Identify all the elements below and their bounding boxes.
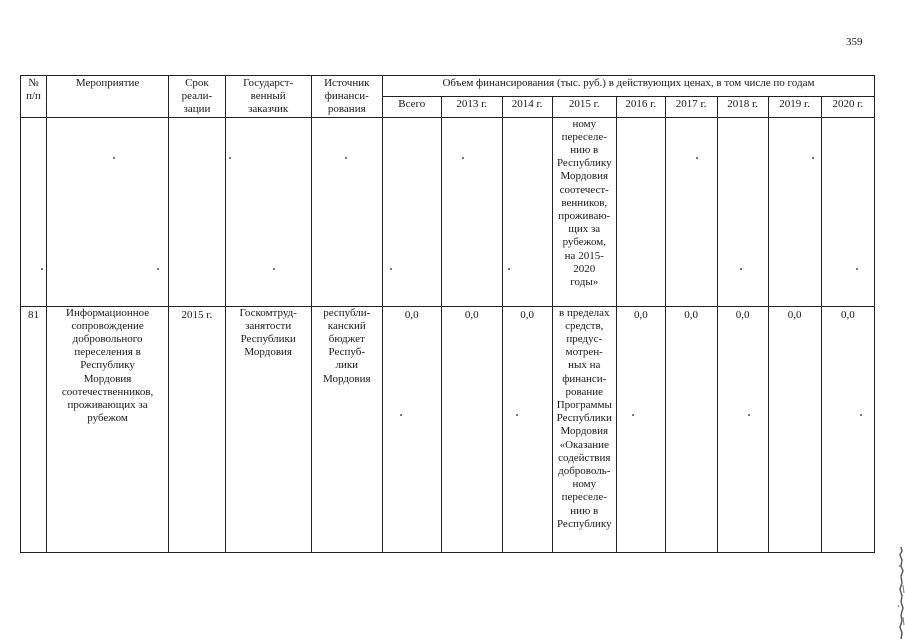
header-year-2020: 2020 г. (821, 96, 874, 117)
scan-speck (696, 157, 698, 159)
cell-year-2018: 0,0 (717, 306, 768, 552)
cell-customer: Госкомтруд- занятости Республики Мордовия (225, 306, 311, 552)
scan-speck (390, 268, 392, 270)
header-source: Источник финанси- рования (311, 76, 382, 118)
cell-num (21, 117, 47, 306)
scan-speck (41, 268, 43, 270)
scan-speck (462, 157, 464, 159)
cell-total: 0,0 (382, 306, 441, 552)
cell-event (47, 117, 169, 306)
page-number: 359 (846, 36, 863, 48)
scan-speck (812, 157, 814, 159)
scan-speck (229, 157, 231, 159)
header-year-2019: 2019 г. (768, 96, 821, 117)
header-customer: Государст- венный заказчик (225, 76, 311, 118)
cell-year-2015: в пределах средств, предус- мотрен- ных на финанси- рование Программы Республики Мордовия «Оказание содействия доброволь- ному переселе- нию в Республику (552, 306, 616, 552)
header-year-2016: 2016 г. (617, 96, 666, 117)
cell-event: Информационное сопровождение добровольного переселения в Республику Мордовия соотечественников, проживающих за рубежом (47, 306, 169, 552)
header-year-2017: 2017 г. (665, 96, 717, 117)
scan-speck (273, 268, 275, 270)
cell-year-2015: ному переселе- нию в Республику Мордовия соотечест- венников, проживаю- щих за рубежом, на 2015- 2020 годы» (552, 117, 616, 306)
scan-speck (157, 268, 159, 270)
header-event: Мероприятие (47, 76, 169, 118)
cell-year-2020: 0,0 (821, 306, 874, 552)
scan-speck (508, 268, 510, 270)
cell-num: 81 (21, 306, 47, 552)
cell-year-2014: 0,0 (502, 306, 552, 552)
cell-year-2020 (821, 117, 874, 306)
cell-source: республи- канский бюджет Респуб- лики Мордовия (311, 306, 382, 552)
cell-term (169, 117, 226, 306)
header-term: Срок реали- зации (169, 76, 226, 118)
cell-source (311, 117, 382, 306)
cell-year-2018 (717, 117, 768, 306)
header-num: № п/п (21, 76, 47, 118)
funding-table (20, 75, 875, 553)
header-year-2014: 2014 г. (502, 96, 552, 117)
scan-speck (400, 414, 402, 416)
scan-speck (516, 414, 518, 416)
scan-edge-noise (889, 545, 905, 640)
cell-year-2019: 0,0 (768, 306, 821, 552)
cell-year-2017 (665, 117, 717, 306)
scan-speck (113, 157, 115, 159)
table-row (21, 306, 875, 552)
cell-year-2013 (441, 117, 502, 306)
scan-speck (856, 268, 858, 270)
cell-year-2019 (768, 117, 821, 306)
scan-speck (860, 414, 862, 416)
cell-customer (225, 117, 311, 306)
header-funding-group: Объем финансирования (тыс. руб.) в действующих ценах, в том числе по годам (382, 76, 874, 97)
scan-speck (740, 268, 742, 270)
header-total: Всего (382, 96, 441, 117)
header-year-2013: 2013 г. (441, 96, 502, 117)
table-row (21, 117, 875, 306)
cell-year-2017: 0,0 (665, 306, 717, 552)
cell-total (382, 117, 441, 306)
cell-year-2014 (502, 117, 552, 306)
header-year-2018: 2018 г. (717, 96, 768, 117)
header-year-2015: 2015 г. (552, 96, 616, 117)
scan-speck (632, 414, 634, 416)
cell-year-2013: 0,0 (441, 306, 502, 552)
cell-year-2016: 0,0 (617, 306, 666, 552)
scan-speck (748, 414, 750, 416)
scan-speck (345, 157, 347, 159)
cell-year-2016 (617, 117, 666, 306)
cell-term: 2015 г. (169, 306, 226, 552)
